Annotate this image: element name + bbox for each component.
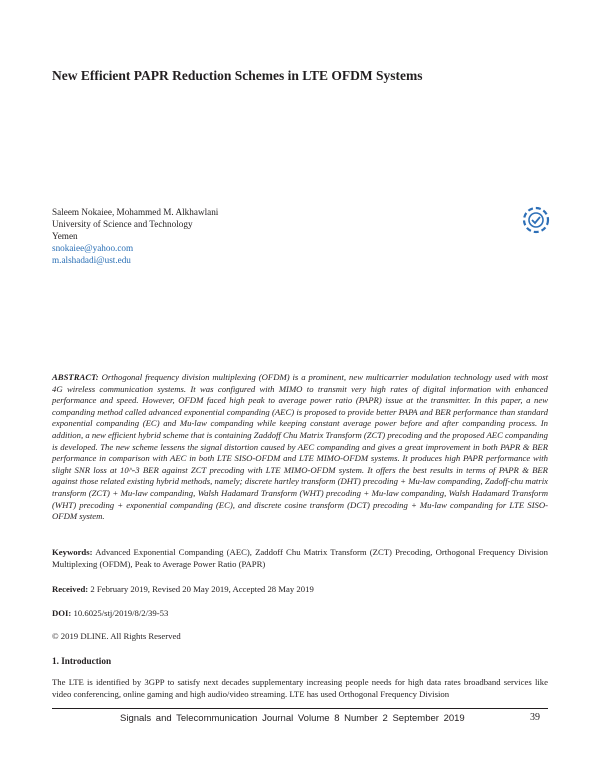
footer-divider <box>52 708 548 709</box>
author-block <box>52 206 352 266</box>
keywords <box>52 547 548 570</box>
intro-paragraph: The LTE is identified by 3GPP to satisfy next decades supplementary increasing people needs for high data rates broadband services like video conferencing, online gaming and high audio/video streaming. LTE has used Orthogonal Frequency Division <box>52 677 548 699</box>
abstract-text: Orthogonal frequency division multiplexing (OFDM) is a prominent, new multicarrier modulation technology used with most 4G wireless communication systems. It was configured with MIMO to transmit very high rates of digital information with enhanced performance and speed. However, OFDM faced high peak to average power ratio (PAPR) issue at the transmitter. In this paper, a new companding method called advanced exponential companding (AEC) is proposed to provide better PAPA and BER performance than standard exponential companding (EC) and Mu-law companding while keeping constant average power before and after companding process. In addition, a new efficient hybrid scheme that is containing Zaddoff Chu Matrix Transform (ZCT) precoding and the proposed AEC companding is developed. The new scheme lessens the signal distortion caused by AEC companding and gives a great improvement in both PAPR & BER performance in comparison with AEC in both LTE SISO-OFDM and LTE MIMO-OFDM systems. It produces high PAPR performance with slight SNR loss at 10^-3 BER against ZCT precoding with LTE MIMO-OFDM system. It offers the best results in terms of PAPR & BER against those related existing hybrid methods, namely; discrete hartley transform (DHT) precoding + Mu-law companding, Zadoff-chu matrix transform (ZCT) + Mu-law companding, Walsh Hadamard Transform (WHT) precoding + Mu-law companding, Walsh Hadamard Transform (WHT) precoding + exponential companding (EC), and discrete cosine transform (DCT) precoding + Mu-law companding for LTE SISO-OFDM system. <box>52 372 549 522</box>
abstract <box>52 372 548 523</box>
received-text: 2 February 2019, Revised 20 May 2019, Accepted 28 May 2019 <box>90 584 314 594</box>
section-heading: 1. Introduction <box>52 656 112 666</box>
author-names: Saleem Nokaiee, Mohammed M. Alkhawlani <box>52 207 219 217</box>
crossmark-icon[interactable] <box>522 206 550 234</box>
page-number: 39 <box>530 712 540 723</box>
received-label: Received: <box>52 584 89 594</box>
abstract-label: ABSTRACT: <box>52 372 99 382</box>
author-email-2[interactable]: m.alshadadi@ust.edu <box>52 255 131 265</box>
keywords-text: Advanced Exponential Companding (AEC), Zaddoff Chu Matrix Transform (ZCT) Precoding, Orthogonal Frequency Division Multiplexing (OFDM), Peak to Average Power Ratio (PAPR) <box>52 547 548 569</box>
author-country: Yemen <box>52 231 78 241</box>
author-email-1[interactable]: snokaiee@yahoo.com <box>52 243 134 253</box>
received-dates <box>52 584 548 596</box>
copyright: © 2019 DLINE. All Rights Reserved <box>52 631 181 641</box>
author-affiliation: University of Science and Technology <box>52 219 193 229</box>
doi-label: DOI: <box>52 608 72 618</box>
doi <box>52 608 548 620</box>
doi-text[interactable]: 10.6025/stj/2019/8/2/39-53 <box>73 608 169 618</box>
footer-journal: Signals and Telecommunication Journal Volume 8 Number 2 September 2019 <box>120 713 465 724</box>
keywords-label: Keywords: <box>52 547 93 557</box>
paper-title: New Efficient PAPR Reduction Schemes in LTE OFDM Systems <box>52 68 423 83</box>
